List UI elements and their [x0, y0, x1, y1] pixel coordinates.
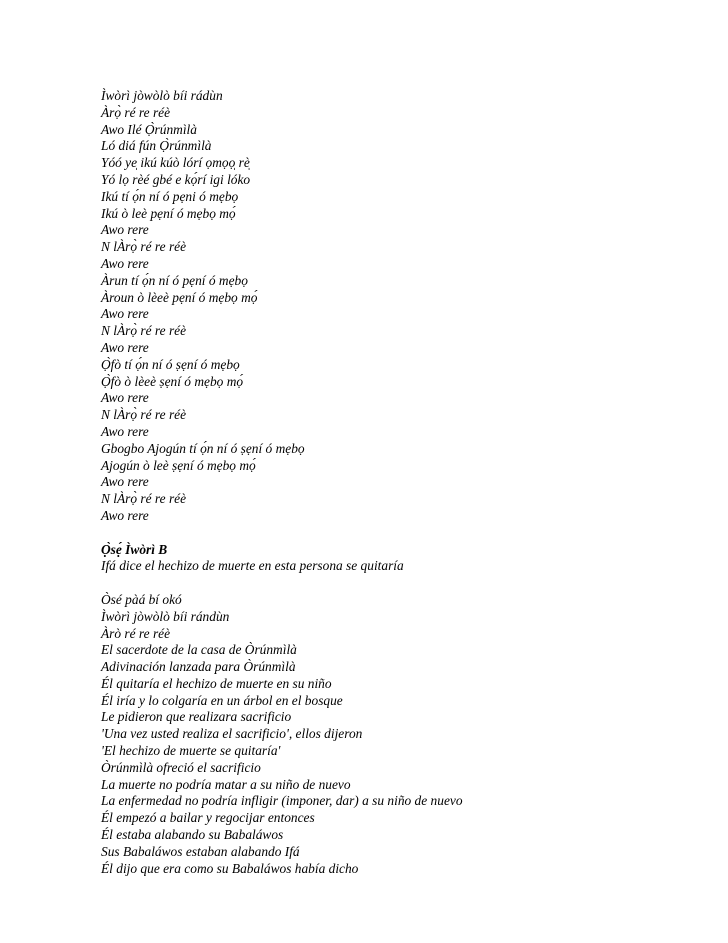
verse-line: Awo rere: [101, 474, 149, 490]
translation-line: Él estaba alabando su Babaláwos: [101, 827, 284, 843]
section-title: Ọ̀sẹ́ Ìwòrì B: [101, 541, 168, 557]
translation-line: Él empezó a bailar y regocijar entonces: [101, 810, 315, 826]
verse-line: Ọ̀fò tí ọ́n ní ó ṣẹní ó mẹbọ: [101, 356, 240, 372]
verse-line: Awo Ilé Ọ̀rúnmìlà: [101, 121, 197, 137]
verse-line: Ikú tí ọ́n ní ó pẹni ó mẹbọ: [101, 188, 239, 204]
translation-line: La muerte no podría matar a su niño de nuevo: [101, 776, 351, 792]
translation-line: 'El hechizo de muerte se quitaría': [101, 743, 281, 759]
translation-line: Le pidieron que realizara sacrificio: [101, 709, 292, 725]
verse-line: Gbogbo Ajogún tí ọ́n ní ó ṣẹní ó mẹbọ: [101, 440, 305, 456]
verse-line: Awo rere: [101, 255, 149, 271]
translation-line: 'Una vez usted realiza el sacrificio', ellos dijeron: [101, 726, 363, 742]
translation-line: Sus Babaláwos estaban alabando Ifá: [101, 843, 300, 859]
translation-line: Òrúnmìlà ofreció el sacrificio: [101, 759, 261, 775]
verse-line: Awo rere: [101, 222, 149, 238]
verse-line: Awo rere: [101, 507, 149, 523]
verse-line: Yóó ye̩ ikú kúò lórí ọmọọ̩ rè̩: [101, 155, 250, 171]
verse-line: Awo rere: [101, 423, 149, 439]
verse-block: [101, 88, 701, 525]
verse-line: Awo rere: [101, 339, 149, 355]
translation-line: La enfermedad no podría infligir (imponer, dar) a su niño de nuevo: [101, 793, 463, 809]
translation-line: Adivinación lanzada para Òrúnmìlà: [101, 659, 296, 675]
verse-line: N lÀrọ̀ ré re réè: [101, 491, 187, 507]
verse-line: Awo rere: [101, 306, 149, 322]
translation-line: Ìwòrì jòwòlò bíi rándùn: [101, 608, 230, 624]
translation-line: El sacerdote de la casa de Òrúnmìlà: [101, 642, 297, 658]
translation-line: Òsé pàá bí okó: [101, 591, 182, 607]
verse-line: Yó lọ rèé gbé e kọ́rí igi lóko: [101, 171, 251, 187]
verse-line: Ọ̀fò ò lèeè ṣẹní ó mẹbọ mọ́: [101, 373, 244, 389]
document-body: [101, 88, 701, 877]
verse-line: Ikú ò leè pẹní ó mẹbọ mọ́: [101, 205, 236, 221]
verse-line: Àrọ̀ ré re réè: [101, 104, 171, 120]
verse-line: Ló diá fún Ọ̀rúnmìlà: [101, 138, 212, 154]
verse-line: Ajogún ò leè ṣẹní ó mẹbọ mọ́: [101, 457, 256, 473]
blank-line: [101, 575, 701, 592]
verse-line: Ìwòrì jòwòlò bíi rádùn: [101, 88, 223, 103]
blank-line: [101, 525, 701, 542]
verse-line: Àroun ò lèeè pẹní ó mẹbọ mọ́: [101, 289, 258, 305]
translation-line: Él quitaría el hechizo de muerte en su niño: [101, 675, 332, 691]
translation-line: Él dijo que era como su Babaláwos había dicho: [101, 860, 359, 876]
verse-line: N lÀrọ̀ ré re réè: [101, 323, 187, 339]
translation-block: [101, 592, 701, 878]
verse-line: N lÀrọ̀ ré re réè: [101, 407, 187, 423]
translation-line: Él iría y lo colgaría en un árbol en el bosque: [101, 692, 343, 708]
verse-line: N lÀrọ̀ ré re réè: [101, 239, 187, 255]
verse-line: Àrun tí ọ́n ní ó pẹní ó mẹbọ: [101, 272, 248, 288]
verse-line: Awo rere: [101, 390, 149, 406]
translation-line: Àrò ré re réè: [101, 625, 171, 641]
section-summary: Ifá dice el hechizo de muerte en esta persona se quitaría: [101, 558, 404, 574]
